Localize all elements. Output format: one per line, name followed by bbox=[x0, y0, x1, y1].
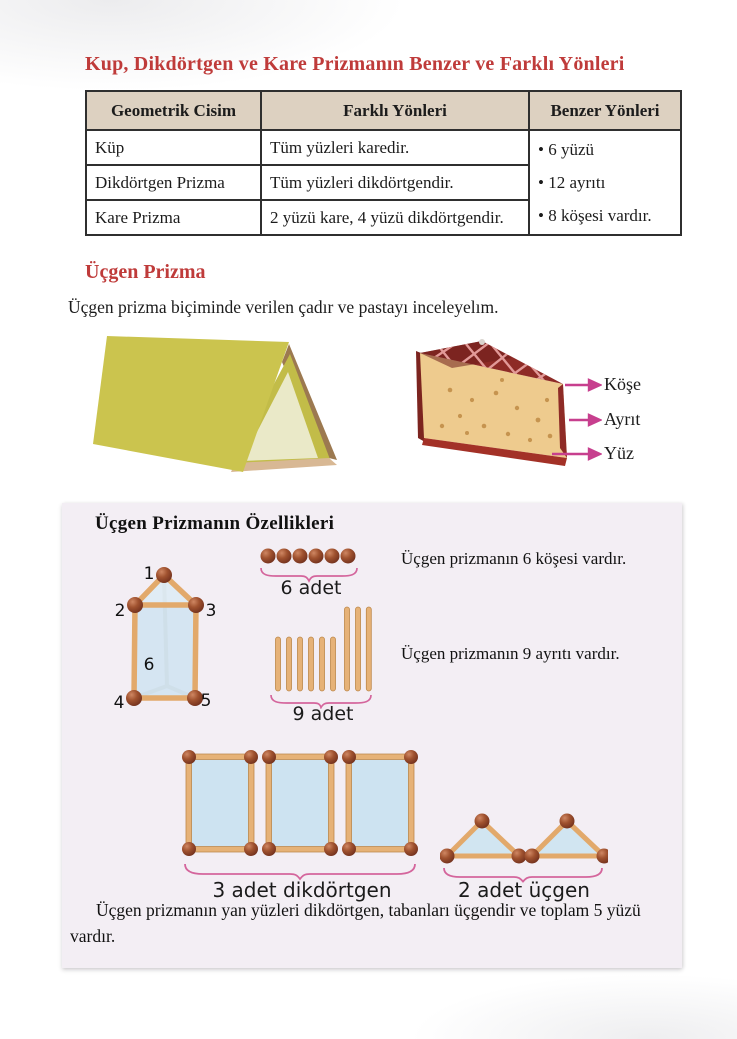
corners-caption: 6 adet bbox=[280, 577, 342, 599]
tent-illustration bbox=[85, 332, 355, 474]
similarity-item: • 8 köşesi vardır. bbox=[538, 206, 652, 225]
cell-difference: Tüm yüzleri karedir. bbox=[261, 130, 529, 165]
intro-paragraph: Üçgen prizma biçiminde verilen çadır ve pastayı inceleyelım. bbox=[68, 297, 499, 317]
comparison-table bbox=[85, 90, 682, 236]
page-title: Kup, Dikdörtgen ve Kare Prizmanın Benzer ve Farklı Yönleri bbox=[85, 53, 625, 75]
rectangle-frame bbox=[342, 750, 418, 856]
rectangles-caption: 3 adet dikdörtgen bbox=[212, 878, 392, 902]
underbrace-icon bbox=[185, 864, 415, 879]
cell-shape: Küp bbox=[86, 130, 261, 165]
vertex-number-5: 5 bbox=[200, 691, 212, 711]
header-farkli-yonleri: Farklı Yönleri bbox=[261, 91, 529, 130]
edges-text: Üçgen prizmanın 9 ayrıtı vardır. bbox=[401, 644, 620, 663]
triangle-frame bbox=[525, 814, 609, 864]
vertex-number-6: 6 bbox=[143, 655, 155, 675]
rectangle-faces-group bbox=[182, 748, 422, 882]
arrow-kose-icon bbox=[565, 380, 600, 390]
cake-peak-dot bbox=[479, 339, 485, 345]
conclusion-paragraph: Üçgen prizmanın yan yüzleri dikdörtgen, tabanları üçgendir ve toplam 5 yüzü vardır. bbox=[70, 900, 641, 947]
cell-shape: Kare Prizma bbox=[86, 200, 261, 235]
rectangle-frame bbox=[182, 750, 258, 856]
edges-caption: 9 adet bbox=[292, 703, 354, 725]
triangle-frame bbox=[440, 814, 527, 864]
vertex-number-4: 4 bbox=[113, 693, 125, 713]
features-box bbox=[62, 503, 682, 968]
arrow-ayrit-icon bbox=[569, 415, 600, 425]
cell-similarities bbox=[529, 130, 681, 235]
vertex-number-3: 3 bbox=[205, 601, 217, 621]
triangle-faces-group bbox=[440, 811, 608, 885]
cake-label-yuz: Yüz bbox=[604, 443, 634, 463]
features-box-title: Üçgen Prizmanın Özellikleri bbox=[95, 513, 335, 534]
table-row bbox=[86, 130, 681, 165]
cake-label-ayrit: Ayrıt bbox=[604, 409, 641, 429]
stick-icons bbox=[276, 607, 372, 691]
edge-sticks-group bbox=[270, 603, 372, 709]
table-header-row bbox=[86, 91, 681, 130]
rectangle-frame bbox=[262, 750, 338, 856]
bead-icons bbox=[261, 549, 356, 564]
cell-difference: 2 yüzü kare, 4 yüzü dikdörtgendir. bbox=[261, 200, 529, 235]
vertex-number-2: 2 bbox=[114, 601, 126, 621]
header-geometrik-cisim: Geometrik Cisim bbox=[86, 91, 261, 130]
cake-illustration bbox=[412, 338, 602, 473]
cell-shape: Dikdörtgen Prizma bbox=[86, 165, 261, 200]
prism-figure bbox=[96, 556, 241, 724]
corners-text: Üçgen prizmanın 6 köşesi vardır. bbox=[401, 549, 627, 568]
section-heading: Üçgen Prizma bbox=[85, 261, 206, 283]
prism-front-face bbox=[134, 605, 196, 698]
cell-difference: Tüm yüzleri dikdörtgendir. bbox=[261, 165, 529, 200]
triangles-caption: 2 adet üçgen bbox=[458, 878, 590, 902]
similarity-item: • 6 yüzü bbox=[538, 140, 594, 159]
similarity-item: • 12 ayrıtı bbox=[538, 173, 606, 192]
cake-label-kose: Köşe bbox=[604, 374, 641, 394]
header-benzer-yonleri: Benzer Yönleri bbox=[529, 91, 681, 130]
vertex-number-1: 1 bbox=[143, 564, 155, 584]
